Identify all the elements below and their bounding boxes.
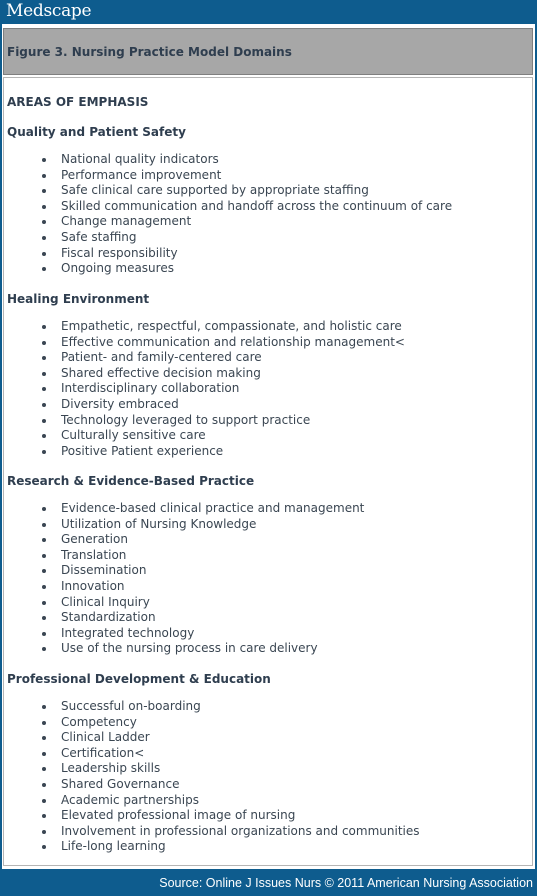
bullet-icon (42, 736, 46, 740)
bullet-icon (42, 585, 46, 589)
list-item (4, 579, 529, 595)
list-item (4, 563, 529, 579)
list-item (4, 261, 529, 277)
list-item-text: Evidence-based clinical practice and management (61, 501, 365, 515)
list-item-text: Change management (61, 214, 192, 229)
list-item-text: Integrated technology (61, 625, 195, 640)
list-item-text: Culturally sensitive care (61, 428, 206, 443)
bullet-icon (42, 814, 46, 818)
bullet-icon (42, 189, 46, 193)
list-item-text: Clinical Inquiry (61, 594, 150, 609)
list-item (4, 777, 529, 793)
list-item (4, 746, 529, 762)
footer-bar (0, 870, 537, 896)
list-item-text: Positive Patient experience (61, 443, 224, 458)
list-item (4, 319, 529, 335)
bullet-icon (42, 752, 46, 756)
list-item (4, 381, 529, 397)
list-item-text: Safe clinical care supported by appropriate staffing (61, 183, 369, 198)
list-item (4, 641, 529, 657)
list-item-text: Performance improvement (61, 167, 222, 182)
list-item-text: Certification< (61, 745, 145, 760)
bullet-icon (42, 616, 46, 620)
bullet-icon (42, 632, 46, 636)
list-item (4, 808, 529, 824)
bullet-icon (42, 507, 46, 511)
section-list-quality (4, 152, 529, 277)
list-item (4, 246, 529, 262)
bullet-icon (42, 830, 46, 834)
list-item-text: National quality indicators (61, 152, 219, 166)
figure-content (3, 77, 533, 866)
list-item-text: Elevated professional image of nursing (61, 808, 296, 823)
list-item (4, 428, 529, 444)
list-item (4, 350, 529, 366)
list-item (4, 595, 529, 611)
bullet-icon (42, 372, 46, 376)
list-item (4, 183, 529, 199)
list-item-text: Leadership skills (61, 761, 161, 776)
bullet-icon (42, 236, 46, 240)
list-item-text: Safe staffing (61, 229, 137, 244)
bullet-icon (42, 387, 46, 391)
list-item-text: Shared effective decision making (61, 365, 261, 380)
list-item (4, 715, 529, 731)
list-item-text: Involvement in professional organizations and communities (61, 823, 420, 838)
bullet-icon (42, 267, 46, 271)
list-item (4, 610, 529, 626)
list-item-text: Academic partnerships (61, 792, 199, 807)
list-item-text: Successful on-boarding (61, 699, 201, 713)
list-item (4, 548, 529, 564)
list-item-text: Life-long learning (61, 839, 166, 854)
list-item (4, 168, 529, 184)
list-item (4, 730, 529, 746)
list-item (4, 152, 529, 168)
list-item (4, 699, 529, 715)
bullet-icon (42, 341, 46, 345)
list-item (4, 397, 529, 413)
list-item-text: Interdisciplinary collaboration (61, 381, 240, 396)
list-item-text: Utilization of Nursing Knowledge (61, 516, 257, 531)
section-list-development (4, 699, 529, 855)
list-item (4, 761, 529, 777)
list-item-text: Generation (61, 532, 128, 547)
bullet-icon (42, 554, 46, 558)
list-item (4, 793, 529, 809)
list-item-text: Standardization (61, 610, 156, 625)
source-credit: Source: Online J Issues Nurs © 2011 American Nursing Association (159, 876, 533, 890)
bullet-icon (42, 450, 46, 454)
section-list-research (4, 501, 529, 657)
list-item-text: Shared Governance (61, 776, 180, 791)
list-item-text: Dissemination (61, 563, 147, 578)
list-item (4, 199, 529, 215)
section-heading-healing: Healing Environment (7, 292, 150, 306)
bullet-icon (42, 845, 46, 849)
list-item (4, 517, 529, 533)
list-item (4, 444, 529, 460)
bullet-icon (42, 721, 46, 725)
list-item (4, 824, 529, 840)
section-list-healing (4, 319, 529, 459)
list-item-text: Competency (61, 714, 137, 729)
list-item (4, 230, 529, 246)
list-item-text: Effective communication and relationship management< (61, 334, 405, 349)
figure-title: Figure 3. Nursing Practice Model Domains (7, 45, 292, 59)
bullet-icon (42, 434, 46, 438)
bullet-icon (42, 419, 46, 423)
list-item-text: Diversity embraced (61, 396, 179, 411)
bullet-icon (42, 705, 46, 709)
bullet-icon (42, 403, 46, 407)
list-item-text: Ongoing measures (61, 261, 174, 276)
list-item-text: Clinical Ladder (61, 730, 150, 745)
list-item (4, 626, 529, 642)
bullet-icon (42, 767, 46, 771)
section-heading-quality: Quality and Patient Safety (7, 125, 186, 139)
bullet-icon (42, 569, 46, 573)
list-item (4, 501, 529, 517)
bullet-icon (42, 220, 46, 224)
areas-heading: AREAS OF EMPHASIS (7, 95, 149, 109)
bullet-icon (42, 799, 46, 803)
bullet-icon (42, 174, 46, 178)
list-item-text: Use of the nursing process in care delivery (61, 641, 318, 656)
list-item-text: Empathetic, respectful, compassionate, and holistic care (61, 319, 402, 333)
list-item-text: Technology leveraged to support practice (61, 412, 311, 427)
list-item-text: Patient- and family-centered care (61, 350, 262, 365)
bullet-icon (42, 325, 46, 329)
list-item (4, 413, 529, 429)
list-item-text: Skilled communication and handoff across the continuum of care (61, 198, 453, 213)
figure-title-bar (3, 28, 533, 75)
bullet-icon (42, 783, 46, 787)
section-heading-development: Professional Development & Education (7, 672, 271, 686)
bullet-icon (42, 252, 46, 256)
bullet-icon (42, 205, 46, 209)
bullet-icon (42, 601, 46, 605)
bullet-icon (42, 538, 46, 542)
bullet-icon (42, 647, 46, 651)
medscape-logo[interactable]: Medscape (6, 1, 92, 21)
bullet-icon (42, 158, 46, 162)
list-item-text: Innovation (61, 578, 125, 593)
bullet-icon (42, 523, 46, 527)
list-item (4, 335, 529, 351)
section-heading-research: Research & Evidence-Based Practice (7, 474, 255, 488)
list-item (4, 366, 529, 382)
list-item (4, 532, 529, 548)
list-item-text: Fiscal responsibility (61, 245, 178, 260)
list-item (4, 839, 529, 855)
list-item (4, 214, 529, 230)
bullet-icon (42, 356, 46, 360)
figure-panel (2, 24, 535, 869)
brand-bar (0, 0, 537, 24)
list-item-text: Translation (61, 547, 127, 562)
